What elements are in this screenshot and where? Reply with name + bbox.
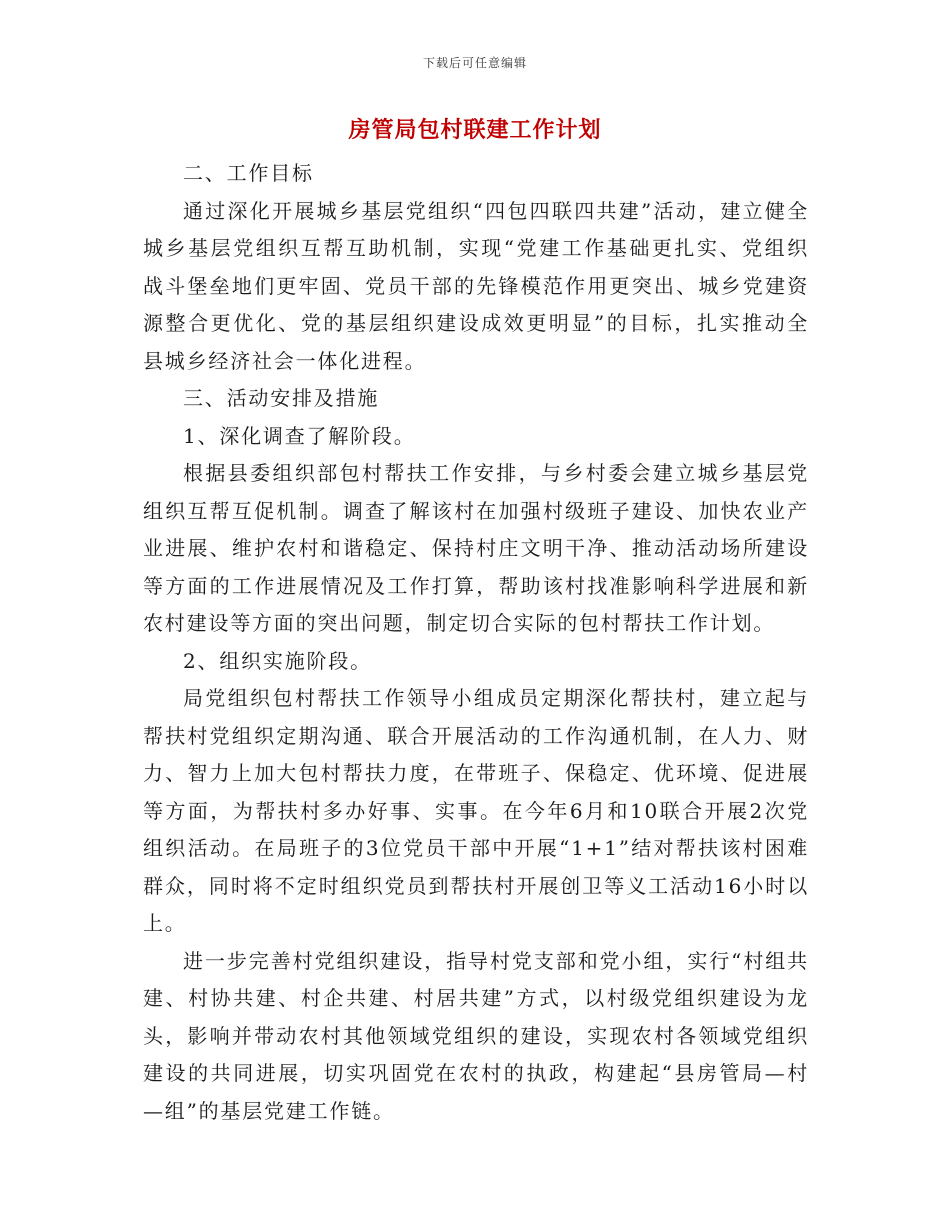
document-title: 房管局包村联建工作计划 [348,117,602,143]
subheading-investigation: 1、深化调查了解阶段。 [183,423,416,448]
document-body [143,155,809,1130]
paragraph-implementation: 局党组织包村帮扶工作领导小组成员定期深化帮扶村，建立起与帮扶村党组织定期沟通、联合开展活动的工作沟通机制，在人力、财力、智力上加大包村帮扶力度，在带班子、保稳定、优环境、促进展等方面，为帮扶村多办好事、实事。在今年6月和10联合开展2次党组织活动。在局班子的3位党员干部中开展“1+1”结对帮扶该村困难群众，同时将不定时组织党员到帮扶村开展创卫等义工活动16小时以上。 [143,686,809,935]
paragraph-goals: 通过深化开展城乡基层党组织“四包四联四共建”活动，建立健全城乡基层党组织互帮互助机制，实现“党建工作基础更扎实、党组织战斗堡垒地们更牢固、党员干部的先锋模范作用更突出、城乡党建资源整合更优化、党的基层组织建设成效更明显”的目标，扎实推动全县城乡经济社会一体化进程。 [143,198,809,373]
section-heading-measures: 三、活动安排及措施 [183,386,380,410]
paragraph-organization-building: 进一步完善村党组织建设，指导村党支部和党小组，实行“村组共建、村协共建、村企共建、村居共建”方式，以村级党组织建设为龙头，影响并带动农村其他领域党组织的建设，实现农村各领域党组织建设的共同进展，切实巩固党在农村的执政，构建起“县房管局—村—组”的基层党建工作链。 [143,948,809,1123]
page-header-note: 下载后可任意编辑 [422,56,527,70]
section-heading-goals: 二、工作目标 [183,161,314,185]
subheading-implementation: 2、组织实施阶段。 [183,648,372,673]
paragraph-investigation: 根据县委组织部包村帮扶工作安排，与乡村委会建立城乡基层党组织互帮互促机制。调查了解该村在加强村级班子建设、加快农业产业进展、维护农村和谐稳定、保持村庄文明干净、推动活动场所建设等方面的工作进展情况及工作打算，帮助该村找准影响科学进展和新农村建设等方面的突出问题，制定切合实际的包村帮扶工作计划。 [143,461,809,635]
